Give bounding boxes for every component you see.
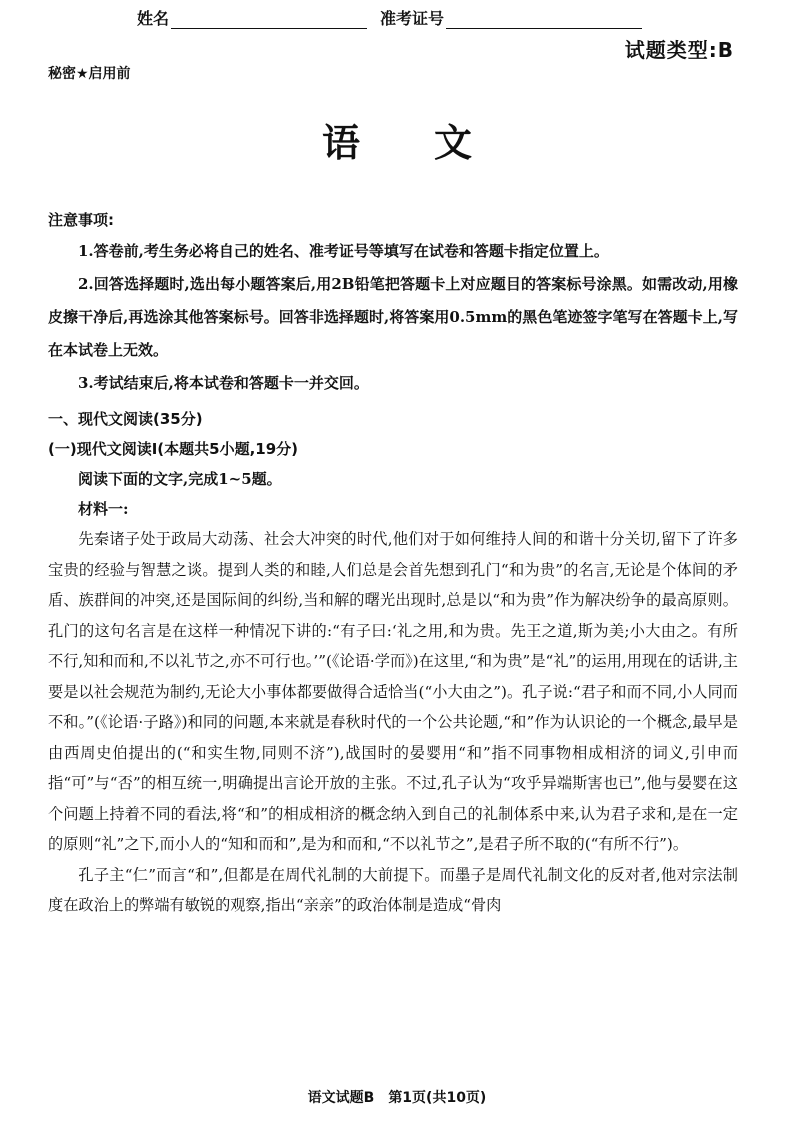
paper-type-label: 试题类型:B (624, 38, 734, 62)
notes-heading: 注意事项: (48, 211, 114, 229)
note-item: 1.答卷前,考生务必将自己的姓名、准考证号等填写在试卷和答题卡指定位置上。 (78, 242, 609, 260)
name-blank-line (171, 10, 367, 29)
note-item: 2.回答选择题时,选出每小题答案后,用2B铅笔把答题卡上对应题目的答案标号涂黑。如需改动,用橡皮擦干净后,再选涂其他答案标号。回答非选择题时,将答案用0.5mm的黑色笔迹签字笔写在答题卡上,写在本试卷上无效。 (48, 275, 738, 359)
name-label: 姓名 (137, 9, 170, 28)
page-title (0, 112, 794, 167)
material-label: 材料一: (78, 500, 129, 518)
candidate-info-row (0, 6, 794, 30)
title-char-2: 文 (434, 121, 473, 165)
passage-paragraph: 先秦诸子处于政局大动荡、社会大冲突的时代,他们对于如何维持人间的和谐十分关切,留下了许多宝贵的经验与智慧之谈。提到人类的和睦,人们总是会首先想到孔门“和为贵”的名言,无论是个体间的矛盾、族群间的冲突,还是国际间的纠纷,当和解的曙光出现时,总是以“和为贵”作为解决纷争的最高原则。孔门的这句名言是在这样一种情况下讲的:“有子曰:‘礼之用,和为贵。先王之道,斯为美;小大由之。有所不行,知和而和,不以礼节之,亦不可行也。’”(《论语·学而》)在这里,“和为贵”是“礼”的运用,用现在的话讲,主要是以社会规范为制约,无论大小事体都要做得合适恰当(“小大由之”)。孔子说:“君子和而不同,小人同而不和。”(《论语·子路》)和同的问题,本来就是春秋时代的一个公共论题,“和”作为认识论的一个概念,最早是由西周史伯提出的(“和实生物,同则不济”),战国时的晏婴用“和”指不同事物相成相济的词义,引申而指“可”与“否”的相互统一,明确提出言论开放的主张。不过,孔子认为“攻乎异端斯害也已”,他与晏婴在这个问题上持着不同的看法,将“和”的相成相济的概念纳入到自己的礼制体系中来,认为君子求和,是在一定的原则“礼”之下,而小人的“知和而和”,是为和而和,“不以礼节之”,是君子所不取的(“有所不行”)。 (48, 530, 739, 853)
page-footer (0, 1087, 794, 1107)
passage-paragraph: 孔子主“仁”而言“和”,但都是在周代礼制的大前提下。而墨子是周代礼制文化的反对者,他对宗法制度在政治上的弊端有敏锐的观察,指出“亲亲”的政治体制是造成“骨肉 (48, 865, 738, 914)
confidential-mark: 秘密★启用前 (48, 66, 131, 82)
exam-id-blank-line (446, 10, 642, 29)
main-content (48, 205, 738, 921)
footer-page-number: 第1页(共10页) (388, 1090, 487, 1106)
footer-subject: 语文试题B (307, 1090, 375, 1106)
note-item: 3.考试结束后,将本试卷和答题卡一并交回。 (78, 374, 369, 392)
exam-id-field (380, 6, 642, 29)
subsection-heading: (一)现代文阅读Ⅰ(本题共5小题,19分) (48, 440, 299, 458)
section-heading: 一、现代文阅读(35分) (48, 410, 203, 428)
section-modern-reading (48, 404, 738, 921)
name-field (137, 6, 367, 29)
title-char-1: 语 (321, 121, 360, 165)
reading-instruction: 阅读下面的文字,完成1~5题。 (78, 470, 282, 488)
exam-id-label: 准考证号 (380, 9, 445, 28)
